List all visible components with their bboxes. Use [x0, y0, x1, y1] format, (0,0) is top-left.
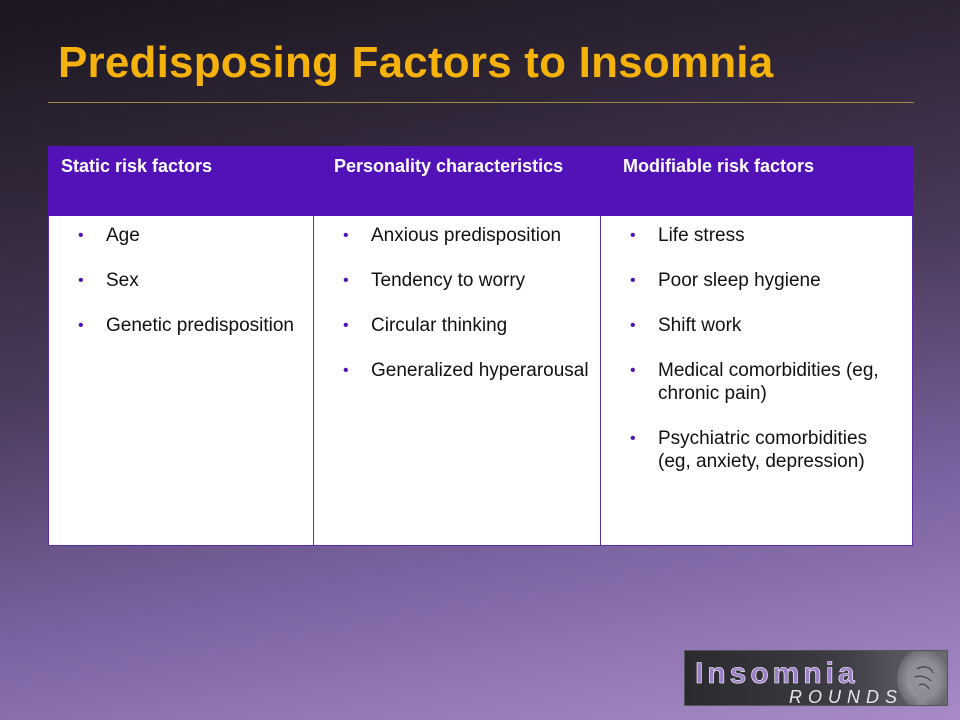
bullet-icon: •	[343, 317, 349, 334]
brain-profile-icon	[897, 651, 948, 706]
logo-line-rounds: ROUNDS	[789, 687, 904, 707]
bullet-icon: •	[630, 317, 636, 334]
list-item-text: Life stress	[658, 225, 745, 246]
list-item-text: Tendency to worry	[371, 270, 526, 291]
list-item	[601, 427, 902, 473]
list-item-text: Genetic predisposition	[106, 315, 294, 336]
list-item	[601, 269, 902, 292]
bullet-icon: •	[78, 272, 84, 289]
list-item-text: Generalized hyperarousal	[371, 360, 589, 381]
list-item-text: Anxious predisposition	[371, 225, 562, 246]
modifiable-risk-factors-cell	[601, 216, 913, 546]
list-item-text: Age	[106, 225, 140, 246]
list-item	[49, 314, 303, 337]
personality-characteristics-cell	[314, 216, 601, 546]
bullet-icon: •	[78, 227, 84, 244]
list-item-text: Psychiatric comorbidities (eg, anxiety, depression)	[658, 428, 868, 472]
list-item-text: Medical comorbidities (eg, chronic pain)	[658, 360, 879, 404]
table-header-row	[49, 147, 913, 216]
header-static-risk-factors: Static risk factors	[49, 147, 314, 216]
bullet-icon: •	[343, 272, 349, 289]
risk-factors-table	[48, 146, 913, 546]
list-item	[49, 224, 303, 247]
table-row	[49, 216, 913, 546]
list-item	[314, 269, 590, 292]
static-risk-factors-list	[49, 224, 303, 337]
list-item	[314, 224, 590, 247]
list-item	[601, 224, 902, 247]
slide-title: Predisposing Factors to Insomnia	[58, 38, 774, 87]
logo-line-insomnia: Insomnia	[695, 657, 859, 690]
list-item	[314, 359, 590, 382]
list-item	[601, 359, 902, 405]
bullet-icon: •	[630, 272, 636, 289]
bullet-icon: •	[630, 227, 636, 244]
bullet-icon: •	[630, 430, 636, 447]
header-modifiable-risk-factors: Modifiable risk factors	[601, 147, 913, 216]
personality-characteristics-list	[314, 224, 590, 382]
bullet-icon: •	[630, 362, 636, 379]
modifiable-risk-factors-list	[601, 224, 902, 473]
insomnia-rounds-logo	[684, 650, 948, 706]
list-item	[49, 269, 303, 292]
list-item-text: Circular thinking	[371, 315, 508, 336]
bullet-icon: •	[343, 362, 349, 379]
logo-graphic	[685, 651, 948, 706]
bullet-icon: •	[78, 317, 84, 334]
header-personality-characteristics: Personality characteristics	[314, 147, 601, 216]
list-item	[314, 314, 590, 337]
list-item-text: Poor sleep hygiene	[658, 270, 821, 291]
list-item-text: Sex	[106, 270, 139, 291]
bullet-icon: •	[343, 227, 349, 244]
static-risk-factors-cell	[49, 216, 314, 546]
title-divider	[48, 102, 914, 103]
list-item-text: Shift work	[658, 315, 742, 336]
list-item	[601, 314, 902, 337]
